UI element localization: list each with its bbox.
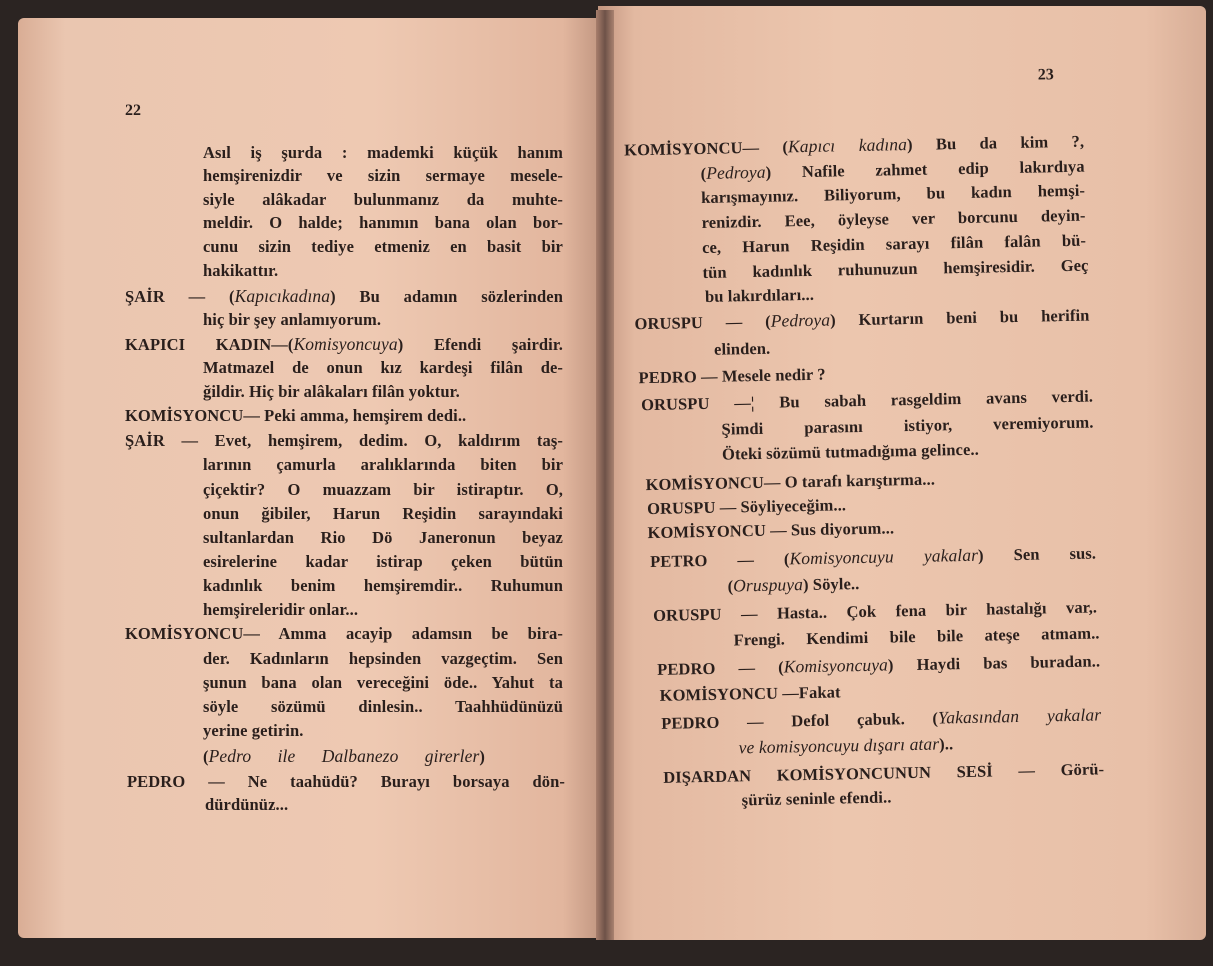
- text-segment: hemşireleridir onlar...: [203, 600, 359, 619]
- text-segment: cunu sizin tediye etmeniz en basit bir: [203, 237, 563, 256]
- text-segment: kadınlık benim hemşiremdir.. Ruhumun: [203, 576, 563, 595]
- text-segment: şunun bana olan vereceğini öde.. Yahut ta: [203, 673, 563, 692]
- text-segment: ) Bu adamın sözlerinden: [330, 287, 563, 306]
- text-segment: KOMİSYONCU— Amma acayip adamsın be bira-: [125, 624, 563, 643]
- text-segment: karışmayınız. Biliyorum, bu kadın hemşi-: [700, 180, 1086, 208]
- text-segment: DIŞARDAN KOMİSYONCUNUN SESİ — Görü-: [663, 759, 1105, 787]
- text-segment: KOMİSYONCU— O tarafı karıştırma...: [645, 469, 936, 495]
- text-segment: onun ğibiler, Harun Reşidin sarayındaki: [203, 504, 563, 523]
- text-segment: KOMİSYONCU —Fakat: [659, 682, 841, 705]
- text-segment: dürdünüz...: [205, 795, 289, 814]
- text-line: [645, 470, 935, 496]
- text-line: [700, 156, 1084, 184]
- text-segment: hakikattır.: [203, 261, 279, 280]
- text-segment: meldir. O halde; hanımın bana olan bor-: [203, 213, 563, 232]
- text-segment: Matmazel de onun kız kardeşi filân de-: [203, 358, 563, 377]
- stage-direction: Pedroya: [706, 161, 766, 183]
- text-line: [701, 181, 1085, 208]
- stage-direction: Pedroya: [770, 309, 831, 331]
- text-segment: bu lakırdıları...: [704, 284, 815, 306]
- stage-direction: Komisyoncuya: [783, 654, 889, 677]
- stage-direction: Kapıcı kadına: [787, 134, 908, 157]
- stage-direction: Komisyoncuyu yakalar: [789, 544, 979, 569]
- text-segment: PEDRO — Mesele nedir ?: [638, 364, 826, 388]
- text-segment: ) Efendi şairdir.: [397, 335, 563, 354]
- text-segment: yerine getirin.: [203, 721, 304, 740]
- text-segment: )..: [938, 734, 954, 754]
- text-line: [742, 787, 892, 810]
- text-segment: KAPICI KADIN—(: [125, 335, 294, 354]
- stage-direction: Oruspuya: [732, 574, 804, 596]
- text-segment: PEDRO — Ne taahüdü? Burayı borsaya dön-: [127, 772, 565, 791]
- text-segment: PEDRO — (: [656, 657, 784, 679]
- text-segment: elinden.: [713, 338, 771, 359]
- text-segment: hemşirenizdir ve sizin sermaye mesele-: [203, 166, 563, 185]
- text-line: [705, 285, 814, 307]
- text-line: [634, 305, 1089, 335]
- stage-direction: Komisyoncuya: [293, 334, 398, 354]
- text-segment: ŞAİR — Evet, hemşirem, dedim. O, kaldırım taş-: [125, 431, 563, 450]
- text-line: [659, 682, 840, 705]
- text-segment: ORUSPU — Söyliyeceğim...: [646, 495, 847, 519]
- text-line: [641, 387, 1093, 416]
- text-segment: PEDRO — Defol çabuk. (: [661, 708, 939, 733]
- text-line: [657, 650, 1100, 680]
- text-segment: hiç bir şey anlamıyorum.: [203, 310, 382, 329]
- text-segment: ğildir. Hiç bir alâkaları filân yoktur.: [203, 382, 460, 401]
- page-number-left: 22: [125, 102, 141, 119]
- text-segment: ) Söyle..: [802, 574, 860, 595]
- text-line: [653, 597, 1097, 626]
- text-line: [727, 573, 859, 597]
- text-segment: ): [479, 747, 485, 766]
- text-segment: (: [700, 163, 707, 184]
- text-segment: siyle alâkadar bulunmanız da muhte-: [203, 190, 563, 209]
- text-line: [721, 413, 1093, 440]
- text-segment: şürüz seninle efendi..: [741, 787, 892, 810]
- text-segment: tün kadınlık ruhunuzun hemşiresidir. Geç: [702, 255, 1089, 282]
- text-segment: ORUSPU — (: [634, 311, 771, 334]
- text-segment: PETRO — (: [649, 549, 790, 572]
- stage-direction: Pedro ile Dalbanezo girerler: [208, 746, 480, 766]
- text-segment: ) Sen sus.: [977, 543, 1097, 565]
- text-segment: ce, Harun Reşidin sarayı filân falân bü-: [701, 230, 1087, 257]
- text-segment: ) Nafile zahmet edip lakırdıya: [765, 156, 1085, 182]
- text-line: [714, 339, 771, 360]
- text-segment: çiçektir? O muazzam bir istiraptır. O,: [203, 480, 563, 499]
- text-line: [650, 542, 1096, 572]
- stage-direction: ve komisyoncuyu dışarı atar: [738, 733, 940, 758]
- text-segment: ŞAİR — (: [125, 287, 235, 306]
- text-line: [647, 495, 846, 519]
- text-segment: Şimdi parasını istiyor, veremiyorum.: [721, 412, 1094, 439]
- text-segment: (: [727, 576, 734, 596]
- text-line: [702, 231, 1086, 258]
- text-segment: KOMİSYONCU— (: [624, 137, 789, 160]
- stage-direction: Yakasından yakalar: [937, 704, 1102, 728]
- text-line: [722, 440, 979, 465]
- text-line: [738, 733, 953, 758]
- text-segment: esirelerine kadar istirap çeken bütün: [203, 552, 563, 571]
- text-segment: sultanlardan Rio Dö Janeronun beyaz: [203, 528, 563, 547]
- text-line: [663, 759, 1104, 787]
- text-segment: ) Bu da kim ?,: [906, 131, 1085, 155]
- stage-direction: Kapıcıkadına: [234, 286, 331, 306]
- text-line: [701, 206, 1085, 233]
- text-segment: KOMİSYONCU— Peki amma, hemşirem dedi..: [125, 406, 467, 425]
- text-segment: der. Kadınların hepsinden vazgeçtim. Sen: [203, 649, 563, 668]
- text-line: [661, 704, 1101, 733]
- text-segment: Asıl iş şurda : mademki küçük hanım: [203, 143, 563, 162]
- text-segment: söyle sözümü dinlesin.. Taahhüdünüzü: [203, 697, 563, 716]
- text-segment: Öteki sözümü tutmadığıma gelince..: [721, 439, 980, 464]
- text-segment: (: [203, 747, 209, 766]
- text-segment: ORUSPU — Hasta.. Çok fena bir hastalığı var,.: [652, 597, 1098, 625]
- text-segment: ) Haydi bas buradan..: [887, 651, 1101, 675]
- text-line: [638, 365, 825, 389]
- text-line: [702, 256, 1088, 283]
- text-segment: larının çamurla aralıklarında biten bir: [203, 455, 563, 474]
- text-segment: ORUSPU —¦ Bu sabah rasgeldim avans verdi.: [640, 386, 1094, 415]
- text-segment: ) Kurtarın beni bu herifin: [829, 305, 1090, 330]
- text-line: [733, 623, 1099, 650]
- text-segment: KOMİSYONCU — Sus diyorum...: [647, 518, 895, 543]
- text-segment: Frengi. Kendimi bile bile ateşe atmam..: [733, 623, 1100, 650]
- text-line: [647, 518, 894, 543]
- page-number-right: 23: [1037, 66, 1054, 84]
- text-segment: renizdir. Eee, öyleyse ver borcunu deyin-: [701, 205, 1086, 232]
